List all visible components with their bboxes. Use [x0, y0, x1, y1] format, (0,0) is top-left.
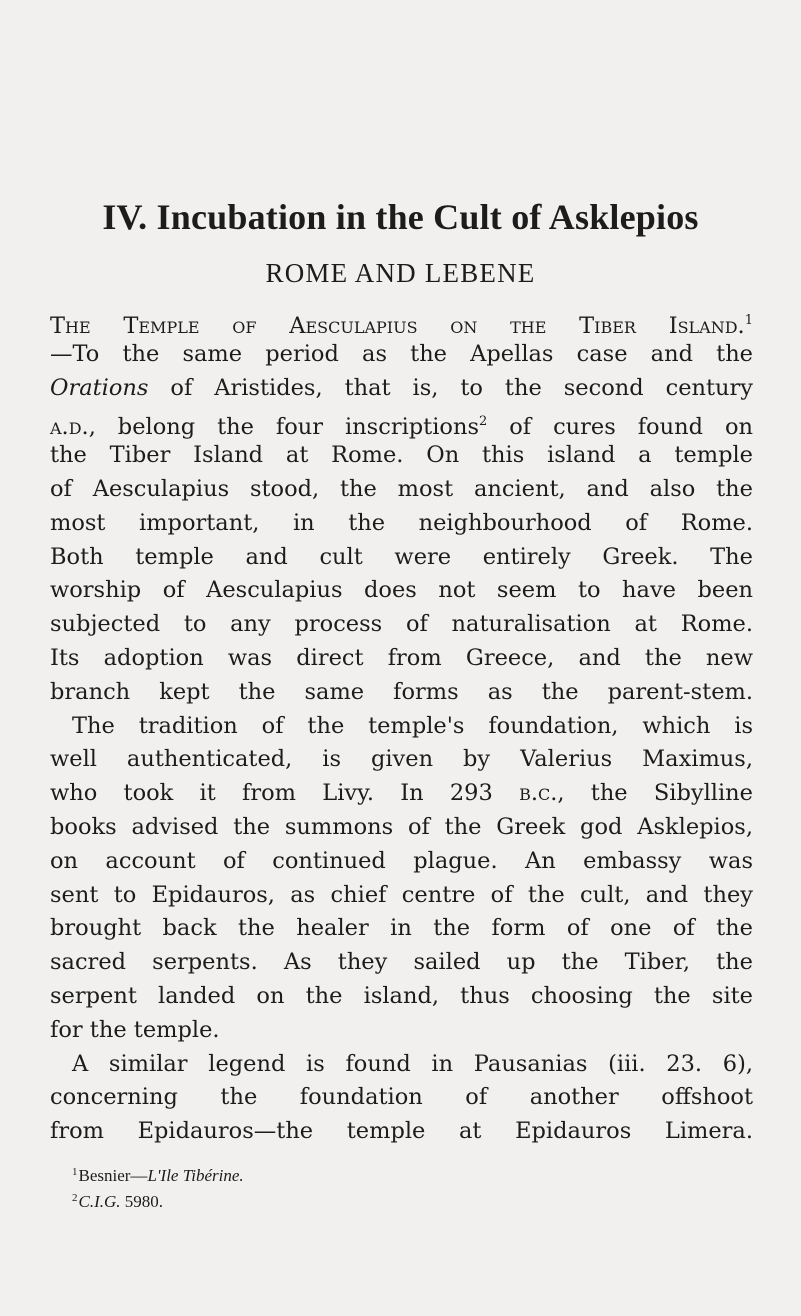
footnote-1: $^1$Besnier—L'Ile Tibérine.: [72, 1166, 244, 1185]
footnote-2: $^2$C.I.G. 5980.: [72, 1192, 164, 1211]
text-line: brought back the healer in the form of one of the: [50, 915, 753, 942]
text-line: concerning the foundation of another offshoot: [50, 1084, 753, 1111]
text-line: well authenticated, is given by Valerius Maximus,: [50, 746, 753, 773]
text-line: Its adoption was direct from Greece, and the new: [50, 644, 753, 671]
text-line: —To the same period as the Apellas case and the: [50, 340, 753, 367]
text-line: of Aesculapius stood, the most ancient, and also the: [50, 475, 753, 502]
paragraph-2-lines-b: [50, 811, 753, 1014]
text-line: sacred serpents. As they sailed up the Tiber, the: [50, 949, 753, 976]
text-line: from Epidauros—the temple at Epidauros Limera.: [50, 1118, 753, 1145]
text-line: worship of Aesculapius does not seem to have been: [50, 577, 753, 604]
text-line: on account of continued plague. An embassy was: [50, 847, 753, 874]
chapter-heading: IV. Incubation in the Cult of Asklepios: [102, 197, 699, 237]
footnotes: [72, 1161, 244, 1213]
footnote-ref-2: 2: [479, 414, 488, 430]
paragraph-2-first-line: The tradition of the temple's foundation, which is: [72, 712, 753, 739]
text-line: branch kept the same forms as the parent-stem.: [50, 678, 753, 705]
paragraph-1-title: The Temple of Aesculapius on the Tiber Island.$^1$: [50, 313, 753, 339]
text-line: the Tiber Island at Rome. On this island a temple: [50, 442, 753, 469]
body-text: [50, 304, 753, 1149]
footnote-ref-1: 1: [744, 313, 753, 328]
text-line: Orations of Aristides, that is, to the second century: [50, 374, 753, 401]
text-line: books advised the summons of the Greek god Asklepios,: [50, 813, 753, 840]
text-line: Both temple and cult were entirely Greek. The: [50, 543, 753, 570]
paragraph-2-last-line: for the temple.: [50, 1016, 220, 1043]
text-line: most important, in the neighbourhood of Rome.: [50, 509, 753, 536]
text-line: a.d., belong the four inscriptions$^2$ of cures found on: [50, 414, 753, 441]
paragraph-3-lines: [50, 1081, 753, 1149]
text-line: sent to Epidauros, as chief centre of the cult, and they: [50, 881, 753, 908]
section-heading: ROME AND LEBENE: [265, 258, 536, 288]
paragraph-1-title-line: [50, 304, 753, 338]
text-line: subjected to any process of naturalisation at Rome.: [50, 611, 753, 638]
paragraph-2-lines-a: [50, 743, 753, 777]
text-line: who took it from Livy. In 293 b.c., the Sibylline: [50, 780, 753, 807]
text-line: serpent landed on the island, thus choosing the site: [50, 982, 753, 1009]
paragraph-1-lines: [50, 439, 753, 709]
paragraph-3-first-line: A similar legend is found in Pausanias (iii. 23. 6),: [72, 1050, 753, 1077]
